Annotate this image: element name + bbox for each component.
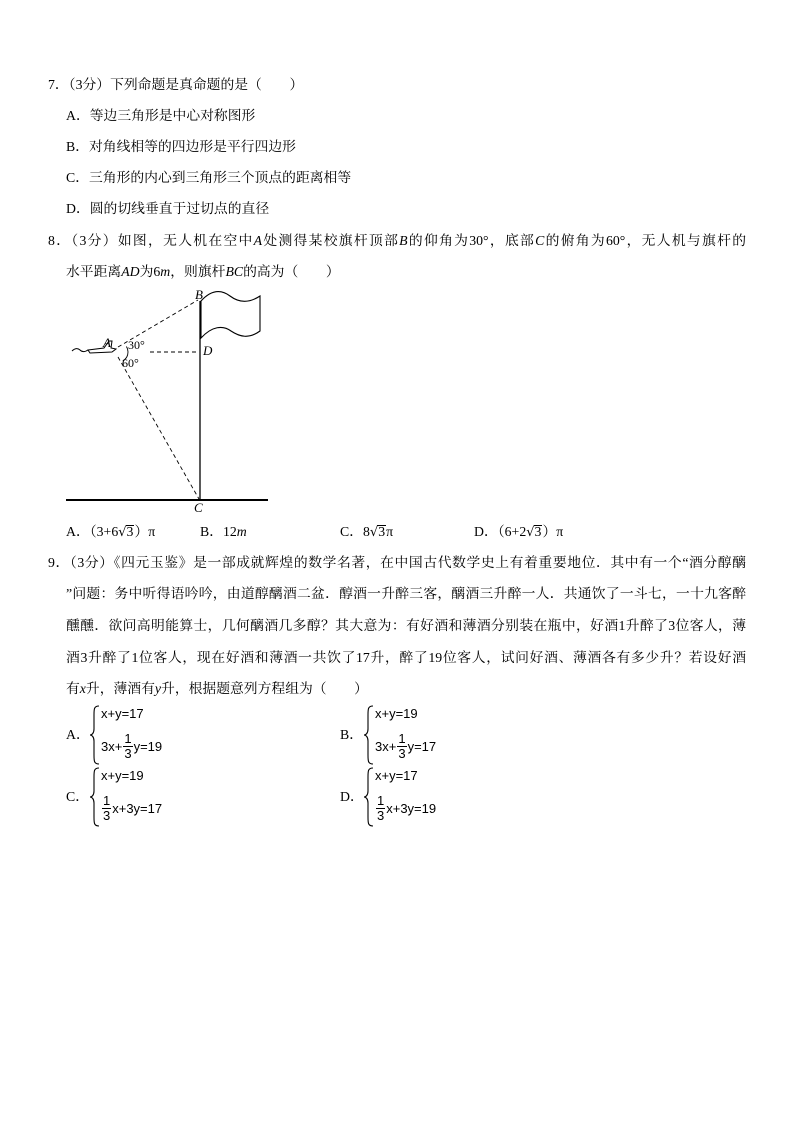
question-8-line-1 bbox=[48, 231, 746, 251]
option-9a-label: A． bbox=[66, 727, 90, 742]
variable-y: y bbox=[154, 681, 162, 696]
question-9-line-1 bbox=[48, 553, 746, 573]
question-8-text: 水平距离 bbox=[66, 264, 122, 279]
option-7a-label: A． bbox=[66, 108, 90, 123]
fraction bbox=[397, 732, 406, 761]
variable-x: x bbox=[79, 681, 86, 696]
question-9-text: 酒3升醉了1位客人，现在好酒和薄酒一共饮了17升，醉了19位客人，试问好酒、薄酒各有多少升？若设好酒 bbox=[66, 650, 746, 665]
unit-m: m bbox=[160, 264, 171, 279]
question-8-text: 的高为（ ） bbox=[243, 264, 340, 279]
option-9d bbox=[340, 766, 560, 828]
option-9a-eq2-pre: 3x+ bbox=[101, 738, 123, 754]
question-9-text: 《四元玉鉴》是一部成就辉煌的数学名著，在中国古代数学史上有着重要地位．其中有一个“酒分醇醨 bbox=[113, 555, 746, 570]
option-9a-eq2-post: y=19 bbox=[133, 738, 163, 754]
option-8d-radicand: 3 bbox=[534, 524, 542, 539]
question-9-line-5 bbox=[66, 679, 368, 699]
question-8-text: ，则旗杆 bbox=[170, 264, 226, 279]
segment-bc-ref: BC bbox=[225, 264, 244, 279]
flagpole-figure bbox=[60, 280, 280, 520]
fraction bbox=[102, 794, 111, 823]
option-7b-label: B． bbox=[66, 139, 89, 154]
brace-icon bbox=[363, 767, 375, 827]
angle-label-60: 60° bbox=[122, 356, 139, 370]
option-9b-eq2-pre: 3x+ bbox=[375, 738, 397, 754]
question-7-score: （3分） bbox=[68, 77, 111, 92]
question-9-line-2 bbox=[66, 584, 746, 604]
option-7c bbox=[66, 168, 351, 188]
option-8c-post: π bbox=[386, 524, 394, 539]
option-8d-post: ）π bbox=[542, 524, 564, 539]
option-8c bbox=[340, 522, 393, 542]
flag-icon bbox=[201, 292, 260, 338]
question-8-score: （3分） bbox=[71, 233, 118, 248]
question-8-number: 8． bbox=[48, 233, 72, 248]
option-7a bbox=[66, 106, 255, 126]
fraction bbox=[123, 732, 132, 761]
option-8d bbox=[474, 522, 563, 542]
question-9-score: （3分） bbox=[69, 555, 114, 570]
option-8c-pre: 8 bbox=[363, 524, 370, 539]
option-8d-pre: （6+2 bbox=[497, 524, 527, 539]
option-7b bbox=[66, 137, 296, 157]
option-8a-label: A． bbox=[66, 524, 90, 539]
option-7b-text: 对角线相等的四边形是平行四边形 bbox=[89, 139, 296, 154]
option-8a-post: ）π bbox=[134, 524, 156, 539]
option-8c-radicand: 3 bbox=[378, 524, 386, 539]
option-9d-equation-1: x+y=17 bbox=[375, 768, 418, 783]
sqrt-icon: √ bbox=[526, 525, 535, 540]
question-7-header bbox=[48, 75, 303, 95]
question-8-line-2 bbox=[66, 262, 340, 282]
option-8a-pre: （3+6 bbox=[89, 524, 119, 539]
option-9c-label: C． bbox=[66, 789, 89, 804]
point-a-ref: A bbox=[253, 233, 263, 248]
question-9-line-3 bbox=[66, 616, 746, 636]
brace-icon bbox=[363, 705, 375, 765]
option-9d-equation-2 bbox=[375, 792, 436, 824]
option-9d-label: D． bbox=[340, 789, 364, 804]
option-9c bbox=[66, 766, 286, 828]
segment-ad-ref: AD bbox=[121, 264, 140, 279]
option-8b-unit: m bbox=[236, 524, 247, 539]
option-8a-radicand: 3 bbox=[126, 524, 134, 539]
fraction-numerator: 1 bbox=[103, 792, 111, 808]
option-9c-equation-2 bbox=[101, 792, 162, 824]
question-9-text: 升，薄酒有 bbox=[85, 681, 155, 696]
question-9-number: 9． bbox=[48, 555, 70, 570]
question-8-text: 为6 bbox=[139, 264, 161, 279]
question-8-text: 如图，无人机在空中 bbox=[117, 233, 254, 248]
option-8b-label: B． bbox=[200, 524, 223, 539]
option-8a bbox=[66, 522, 155, 542]
option-7d-text: 圆的切线垂直于过切点的直径 bbox=[89, 201, 270, 216]
option-9a-equation-1: x+y=17 bbox=[101, 706, 144, 721]
sqrt-icon: √ bbox=[118, 525, 127, 540]
option-9b-eq2-post: y=17 bbox=[407, 738, 437, 754]
option-9c-eq2-post: x+3y=17 bbox=[112, 800, 163, 816]
point-label-c: C bbox=[194, 500, 203, 515]
question-9-text: 醺醺．欲问高明能算士，几何醨酒几多醇？其大意为：有好酒和薄酒分别装在瓶中，好酒1升醉了3位客人，薄 bbox=[66, 618, 746, 633]
point-label-a: A bbox=[103, 335, 111, 350]
question-9-text: 有 bbox=[66, 681, 80, 696]
dashed-line-ac bbox=[118, 357, 199, 499]
option-9b bbox=[340, 704, 560, 766]
option-9b-equation-2 bbox=[375, 730, 436, 762]
option-8d-label: D． bbox=[474, 524, 498, 539]
point-label-d: D bbox=[203, 343, 213, 358]
question-8-text: 处测得某校旗杆顶部 bbox=[262, 233, 400, 248]
option-7c-text: 三角形的内心到三角形三个顶点的距离相等 bbox=[89, 170, 352, 185]
option-9c-equation-1: x+y=19 bbox=[101, 768, 144, 783]
fraction-numerator: 1 bbox=[377, 792, 385, 808]
option-9d-eq2-post: x+3y=19 bbox=[386, 800, 437, 816]
question-9-text: ”问题：务中听得语吟吟，由道醇醨酒二盆．醇酒一升醉三客，醨酒三升醉一人．共通饮了一斗七，一十九客醉 bbox=[66, 586, 746, 601]
option-8b-value: 12 bbox=[223, 524, 237, 539]
fraction-numerator: 1 bbox=[398, 730, 406, 746]
option-7d bbox=[66, 199, 269, 219]
option-9b-equation-1: x+y=19 bbox=[375, 706, 418, 721]
option-8c-label: C． bbox=[340, 524, 363, 539]
angle-label-30: 30° bbox=[128, 338, 145, 352]
question-7-stem: 下列命题是真命题的是（ ） bbox=[110, 77, 304, 92]
question-9-text: 升，根据题意列方程组为（ ） bbox=[161, 681, 368, 696]
option-9b-label: B． bbox=[340, 727, 363, 742]
fraction-numerator: 1 bbox=[124, 730, 132, 746]
point-label-b: B bbox=[195, 287, 203, 302]
question-9-line-4 bbox=[66, 648, 746, 668]
fraction-denominator: 3 bbox=[124, 745, 132, 761]
fraction bbox=[376, 794, 385, 823]
sqrt-icon: √ bbox=[369, 525, 379, 540]
question-7-number: 7． bbox=[48, 77, 69, 92]
question-8-text: 的仰角为30°，底部 bbox=[407, 233, 536, 248]
brace-icon bbox=[89, 705, 101, 765]
option-8b bbox=[200, 522, 247, 542]
option-7d-label: D． bbox=[66, 201, 90, 216]
point-b-ref: B bbox=[399, 233, 408, 248]
option-9a-equation-2 bbox=[101, 730, 162, 762]
point-c-ref: C bbox=[535, 233, 545, 248]
option-9a bbox=[66, 704, 286, 766]
fraction-denominator: 3 bbox=[377, 807, 385, 823]
fraction-denominator: 3 bbox=[103, 807, 111, 823]
option-7c-label: C． bbox=[66, 170, 89, 185]
question-8-text: 的俯角为60°，无人机与旗杆的 bbox=[544, 233, 746, 248]
brace-icon bbox=[89, 767, 101, 827]
option-7a-text: 等边三角形是中心对称图形 bbox=[89, 108, 256, 123]
fraction-denominator: 3 bbox=[398, 745, 406, 761]
